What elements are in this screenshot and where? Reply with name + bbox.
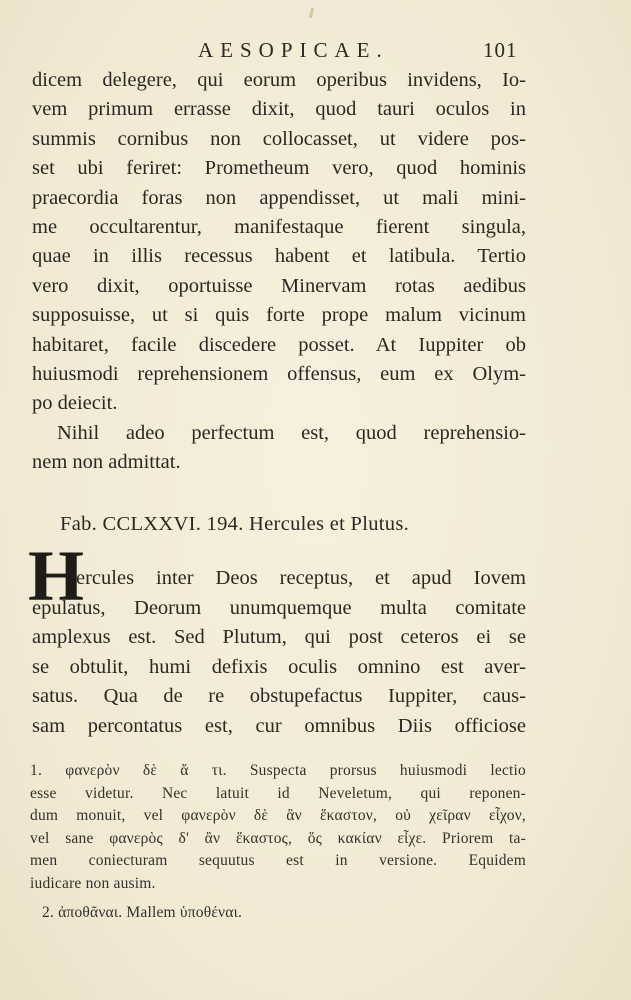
text-line: habitaret, facile discedere posset. At Iuppiter ob [32, 333, 526, 356]
paper-blemish [309, 8, 314, 18]
text-line: set ubi feriret: Prometheum vero, quod hominis [32, 157, 526, 180]
footnote-line: 1. φανερὸν δὲ ἄ τι. Suspecta prorsus huiusmodi lectio [30, 762, 526, 779]
text-line: me occultarentur, manifestaque fierent singula, [32, 215, 526, 238]
text-line: sam percontatus est, cur omnibus Diis officiose [32, 714, 526, 737]
text-line: amplexus est. Sed Plutum, qui post ceteros ei se [32, 626, 526, 649]
text-line: huiusmodi reprehensionem offensus, eum ex Olym- [32, 362, 526, 385]
text-line: dicem delegere, qui eorum operibus invidens, Io- [32, 69, 526, 91]
text-line: ercules inter Deos receptus, et apud Iovem [76, 567, 526, 589]
text-line: vem primum errasse dixit, quod tauri oculos in [32, 98, 526, 121]
text-line: quae in illis recessus habent et latibula. Tertio [32, 245, 526, 268]
footnote-line: iudicare non ausim. [30, 874, 156, 892]
footnote-line: men coniecturam sequutus est in versione. Equidem [30, 852, 526, 870]
drop-cap: H [28, 536, 85, 616]
text-line: vero dixit, oportuisse Minervam rotas aedibus [32, 274, 526, 297]
text-line: epulatus, Deorum unumquemque multa comitate [32, 596, 526, 619]
footnote-line: dum monuit, vel φανερὸν δὲ ἂν ἕκαστον, οὐ χεῖραν εἶχον, [30, 807, 526, 825]
page-header [30, 38, 601, 64]
footnote-line: esse videtur. Nec latuit id Neveletum, qui reponen- [30, 784, 526, 802]
moral-line: Nihil adeo perfectum est, quod reprehensio- [57, 421, 526, 444]
text-line: supposuisse, ut si quis forte prope malum vicinum [32, 304, 526, 327]
text-line: praecordia foras non appendisset, ut mali mini- [32, 186, 526, 209]
footnotes [30, 760, 526, 924]
text-line: po deiecit. [32, 392, 118, 415]
fable-text [32, 564, 526, 742]
text-line: satus. Qua de re obstupefactus Iuppiter, caus- [32, 685, 526, 708]
fable-title: Fab. CCLXXVI. 194. Hercules et Plutus. [60, 513, 410, 535]
footnote-line: 2. ἀποθᾶναι. Mallem ὑποθέναι. [42, 903, 243, 921]
passage-text [32, 66, 526, 477]
text-line: summis cornibus non collocasset, ut videre pos- [32, 127, 526, 150]
running-title: AESOPICAE. [198, 38, 389, 62]
footnote-line: vel sane φανερὸς δ' ἂν ἕκαστος, ὅς κακίαν εἶχε. Priorem ta- [30, 829, 526, 847]
moral-line: nem non admittat. [32, 451, 181, 474]
text-line: se obtulit, humi defixis oculis omnino est aver- [32, 655, 526, 678]
page-number: 101 [483, 38, 518, 62]
